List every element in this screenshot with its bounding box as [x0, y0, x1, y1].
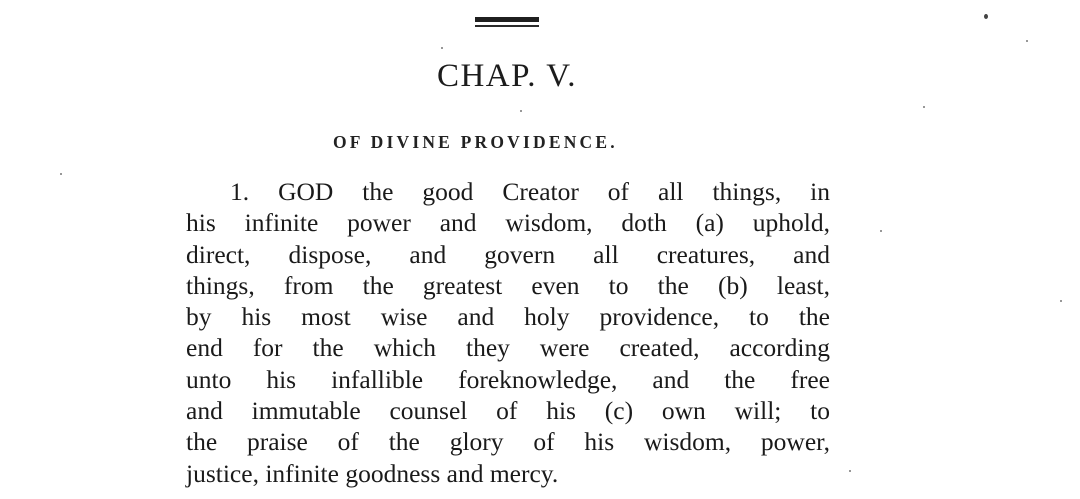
paragraph-line: and immutable counsel of his (c) own will; to	[186, 396, 830, 426]
paragraph-line: justice, infinite goodness and mercy.	[186, 458, 559, 488]
ornament-rule-thick	[475, 17, 539, 22]
paragraph-line: direct, dispose, and govern all creatures, and	[186, 239, 830, 269]
paragraph-line: the praise of the glory of his wisdom, power,	[186, 427, 830, 457]
scan-speck	[880, 230, 882, 232]
scan-speck	[441, 47, 443, 49]
scan-speck	[984, 14, 988, 19]
chapter-heading: CHAP. V.	[436, 58, 578, 94]
scan-speck	[1060, 300, 1062, 302]
paragraph-line: by his most wise and holy providence, to the	[186, 302, 830, 332]
scan-speck	[60, 173, 62, 175]
scan-speck	[849, 470, 851, 472]
paragraph-line: 1. GOD the good Creator of all things, in	[230, 177, 830, 206]
scan-speck	[520, 110, 522, 112]
paragraph-line: unto his infallible foreknowledge, and the free	[186, 364, 830, 394]
section-heading: OF DIVINE PROVIDENCE.	[333, 132, 618, 152]
paragraph-line: his infinite power and wisdom, doth (a) uphold,	[186, 208, 830, 238]
paragraph-line: end for the which they were created, according	[186, 333, 830, 363]
paragraph-body	[186, 176, 830, 489]
scan-speck	[1026, 40, 1028, 42]
ornament-rule-thin	[475, 25, 539, 27]
scan-speck	[923, 106, 925, 108]
paragraph-line: things, from the greatest even to the (b) least,	[186, 270, 830, 300]
